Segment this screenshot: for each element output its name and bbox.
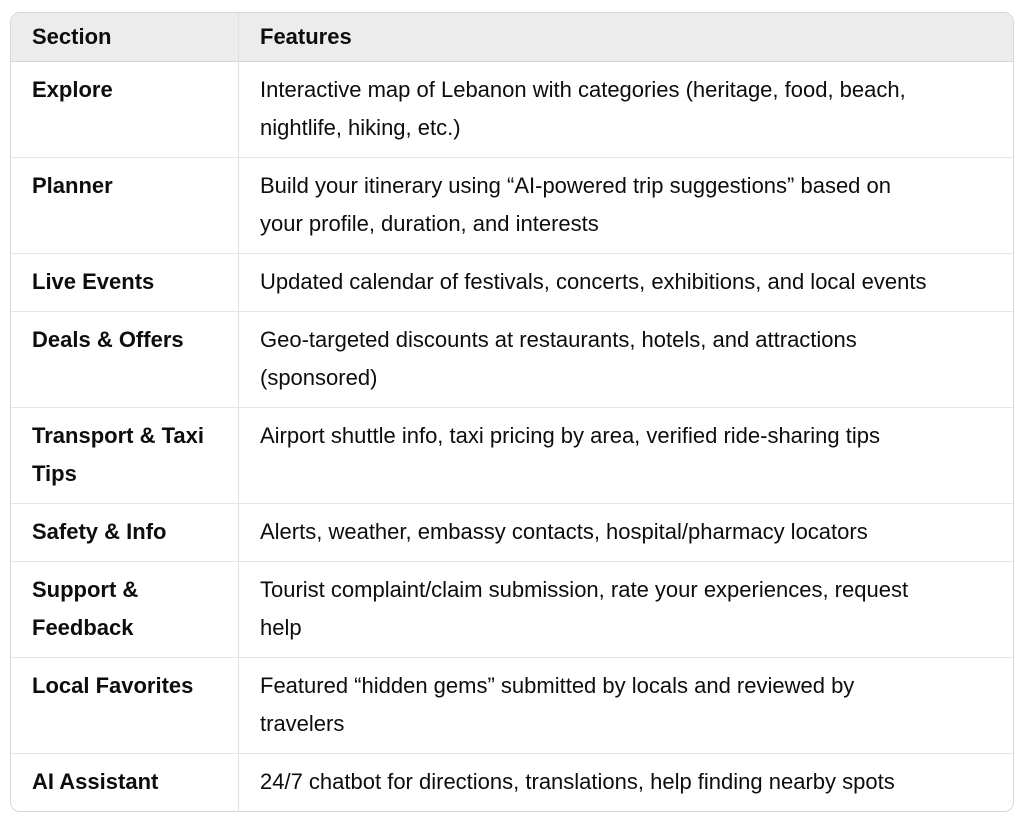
- features-column-header: Features: [238, 13, 1013, 62]
- table-row: [11, 503, 1013, 561]
- section-column-header: Section: [11, 13, 238, 62]
- sections-features-table: [11, 13, 1013, 811]
- section-cell: Deals & Offers: [11, 311, 238, 407]
- sections-features-table-container: [10, 12, 1014, 812]
- features-cell: Tourist complaint/claim submission, rate your experiences, request help: [238, 561, 1013, 657]
- section-cell: Support & Feedback: [11, 561, 238, 657]
- table-header-row: [11, 13, 1013, 62]
- table-row: [11, 311, 1013, 407]
- features-cell: Updated calendar of festivals, concerts, exhibitions, and local events: [238, 253, 1013, 311]
- section-cell: AI Assistant: [11, 753, 238, 811]
- features-cell: Build your itinerary using “AI-powered trip suggestions” based on your profile, duration, and interests: [238, 157, 1013, 253]
- table-row: [11, 407, 1013, 503]
- features-cell: Geo-targeted discounts at restaurants, hotels, and attractions (sponsored): [238, 311, 1013, 407]
- section-cell: Planner: [11, 157, 238, 253]
- section-cell: Live Events: [11, 253, 238, 311]
- table-row: [11, 157, 1013, 253]
- table-row: [11, 253, 1013, 311]
- table-row: [11, 561, 1013, 657]
- features-cell: Alerts, weather, embassy contacts, hospital/pharmacy locators: [238, 503, 1013, 561]
- features-cell: Interactive map of Lebanon with categories (heritage, food, beach, nightlife, hiking, etc.): [238, 62, 1013, 157]
- table-row: [11, 657, 1013, 753]
- section-cell: Safety & Info: [11, 503, 238, 561]
- section-cell: Transport & Taxi Tips: [11, 407, 238, 503]
- table-row: [11, 62, 1013, 157]
- section-cell: Local Favorites: [11, 657, 238, 753]
- features-cell: Featured “hidden gems” submitted by locals and reviewed by travelers: [238, 657, 1013, 753]
- section-cell: Explore: [32, 77, 113, 102]
- features-cell: 24/7 chatbot for directions, translations, help finding nearby spots: [238, 753, 1013, 811]
- features-cell: Airport shuttle info, taxi pricing by area, verified ride-sharing tips: [238, 407, 1013, 503]
- table-row: [11, 753, 1013, 811]
